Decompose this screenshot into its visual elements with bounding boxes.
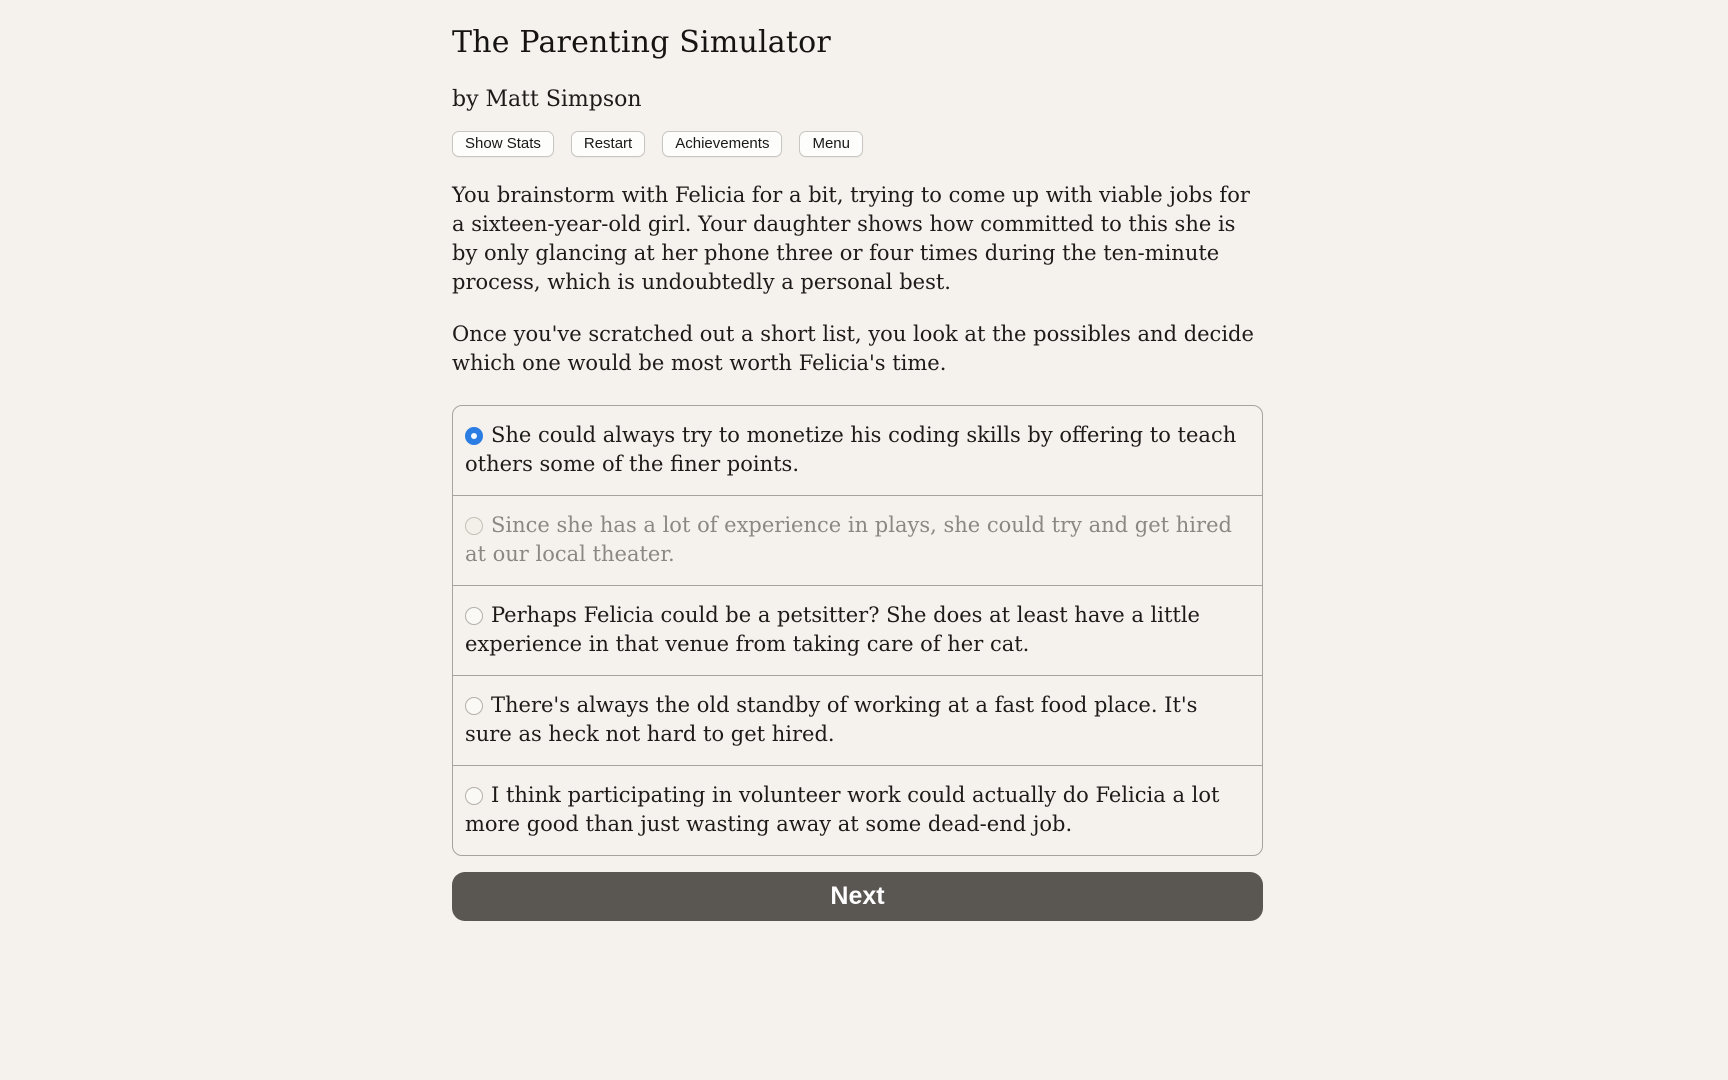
choice-option-label: Since she has a lot of experience in plays, she could try and get hired at our local theater.: [465, 513, 1232, 566]
radio-button-icon: [465, 607, 483, 625]
choice-list: [452, 405, 1263, 856]
radio-button-icon: [465, 427, 483, 445]
toolbar: [452, 131, 1263, 157]
choice-option[interactable]: [453, 676, 1262, 766]
choice-option[interactable]: [453, 586, 1262, 676]
page-title: The Parenting Simulator: [452, 25, 831, 60]
choice-option-label: There's always the old standby of working at a fast food place. It's sure as heck not hard to get hired.: [465, 693, 1198, 746]
show-stats-button[interactable]: Show Stats: [452, 131, 554, 157]
story-content: [452, 0, 1263, 921]
story-paragraph: You brainstorm with Felicia for a bit, trying to come up with viable jobs for a sixteen-year-old girl. Your daughter shows how committed to this she is by only glancing at her phone three or four times during the ten-minute process, which is undoubtedly a personal best.: [452, 183, 1250, 294]
choice-option[interactable]: [453, 406, 1262, 496]
achievements-button[interactable]: Achievements: [662, 131, 782, 157]
author-byline: by Matt Simpson: [452, 87, 642, 112]
story-text: [452, 181, 1263, 378]
restart-button[interactable]: Restart: [571, 131, 645, 157]
choice-option-label: She could always try to monetize his coding skills by offering to teach others some of the finer points.: [465, 423, 1237, 476]
choice-option: [453, 496, 1262, 586]
choice-option-label: Perhaps Felicia could be a petsitter? She does at least have a little experience in that venue from taking care of her cat.: [465, 603, 1200, 656]
radio-button-icon: [465, 517, 483, 535]
radio-button-icon: [465, 697, 483, 715]
menu-button[interactable]: Menu: [799, 131, 863, 157]
story-paragraph: Once you've scratched out a short list, you look at the possibles and decide which one would be most worth Felicia's time.: [452, 322, 1254, 375]
next-button[interactable]: Next: [452, 872, 1263, 921]
radio-button-icon: [465, 787, 483, 805]
choice-option-label: I think participating in volunteer work could actually do Felicia a lot more good than just wasting away at some dead-end job.: [465, 783, 1220, 836]
choice-option[interactable]: [453, 766, 1262, 855]
